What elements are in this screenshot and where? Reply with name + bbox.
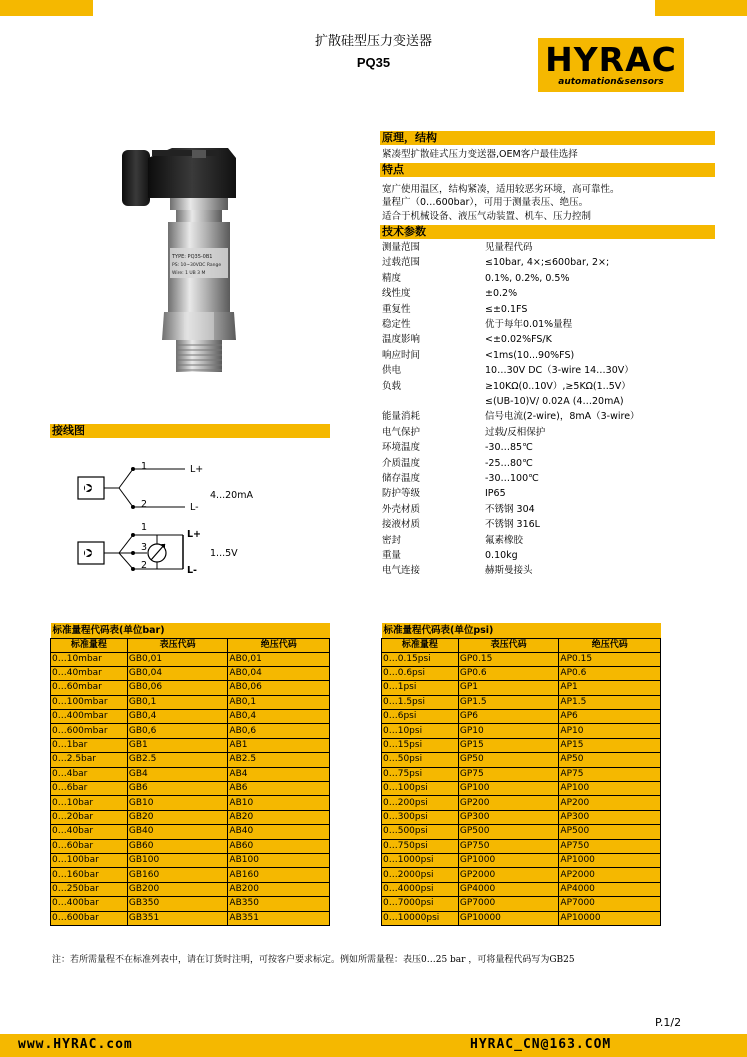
- range-cell: 0…200psi: [382, 796, 459, 810]
- spec-row: [382, 303, 717, 316]
- absolute-code-cell: AP200: [559, 796, 661, 810]
- spec-row: [382, 395, 717, 408]
- absolute-code-cell: AB100: [228, 853, 330, 867]
- spec-value: ≥10KΩ(0..10V）,≥5KΩ(1..5V）: [485, 380, 631, 392]
- range-cell: 0…2000psi: [382, 868, 459, 882]
- spec-row: [382, 472, 717, 485]
- absolute-code-cell: AB351: [228, 911, 330, 925]
- range-table-psi: [381, 623, 661, 926]
- absolute-code-cell: AP10000: [559, 911, 661, 925]
- spec-row: [382, 287, 717, 300]
- range-cell: 0…750psi: [382, 839, 459, 853]
- spec-key: 线性度: [382, 288, 411, 300]
- range-cell: 0…500psi: [382, 825, 459, 839]
- gauge-code-cell: GB20: [127, 810, 228, 824]
- range-cell: 0…60bar: [51, 839, 128, 853]
- spec-value: 信号电流(2-wire)，8mA（3-wire）: [485, 411, 640, 423]
- range-cell: 0…1000psi: [382, 853, 459, 867]
- table-row: [51, 897, 330, 911]
- gauge-code-cell: GP0.6: [458, 666, 559, 680]
- gauge-code-cell: GP200: [458, 796, 559, 810]
- table-row: [382, 897, 661, 911]
- range-cell: 0…50psi: [382, 753, 459, 767]
- table-bar-header-gauge: 表压代码: [127, 638, 228, 652]
- document-title: 扩散硅型压力变送器: [314, 34, 432, 49]
- spec-value: -25…80℃: [485, 457, 533, 469]
- range-cell: 0…10bar: [51, 796, 128, 810]
- spec-row: [382, 549, 717, 562]
- gauge-code-cell: GP500: [458, 825, 559, 839]
- gauge-code-cell: GB40: [127, 825, 228, 839]
- spec-row: [382, 318, 717, 331]
- table-row: [382, 724, 661, 738]
- principle-heading: 原理，结构: [380, 131, 715, 145]
- table-row: [382, 681, 661, 695]
- table-row: [382, 666, 661, 680]
- spec-row: [382, 426, 717, 439]
- spec-value: ≤10bar, 4×;≤600bar, 2×;: [485, 257, 610, 269]
- specs-heading: 技术参数: [380, 225, 715, 239]
- gauge-code-cell: GB160: [127, 868, 228, 882]
- table-row: [51, 911, 330, 925]
- absolute-code-cell: AP1.5: [559, 695, 661, 709]
- table-bar-header-absolute: 绝压代码: [228, 638, 330, 652]
- table-bar-caption: 标准量程代码表(单位bar): [51, 623, 330, 638]
- table-row: [382, 911, 661, 925]
- spec-key: 温度影响: [382, 334, 421, 346]
- absolute-code-cell: AP75: [559, 767, 661, 781]
- range-cell: 0…4000psi: [382, 882, 459, 896]
- range-cell: 0…0.15psi: [382, 652, 459, 666]
- photo-label-3: Wire: 1 UB 3 M: [172, 271, 206, 276]
- table-row: [51, 753, 330, 767]
- wire-lminus-label: L-: [187, 565, 197, 576]
- spec-value: 10…30V DC（3-wire 14…30V）: [485, 365, 634, 377]
- spec-key: 响应时间: [382, 349, 421, 361]
- table-row: [51, 652, 330, 666]
- absolute-code-cell: AP300: [559, 810, 661, 824]
- wire-number-1: 1: [141, 522, 148, 533]
- spec-key: 供电: [382, 365, 402, 377]
- top-right-accent-bar: [655, 0, 747, 16]
- spec-value: <±0.02%FS/K: [485, 334, 552, 346]
- spec-row: [382, 441, 717, 454]
- spec-key: 环境温度: [382, 442, 421, 454]
- absolute-code-cell: AB350: [228, 897, 330, 911]
- range-cell: 0…400bar: [51, 897, 128, 911]
- absolute-code-cell: AB0,06: [228, 681, 330, 695]
- hyrac-logo: [538, 38, 684, 92]
- spec-row: [382, 518, 717, 531]
- wire-number-2: 2: [141, 560, 148, 571]
- spec-value: 见量程代码: [485, 242, 533, 253]
- spec-value: 氟素橡胶: [485, 534, 524, 546]
- table-row: [382, 853, 661, 867]
- absolute-code-cell: AB160: [228, 868, 330, 882]
- spec-key: 能量消耗: [382, 411, 421, 423]
- spec-row: [382, 364, 717, 377]
- footnote: 注：若所需量程不在标准列表中，请在订货时注明，可按客户要求标定。例如所需量程：表压0…25 bar ，可将量程代码写为GB25: [52, 955, 575, 965]
- gauge-code-cell: GB351: [127, 911, 228, 925]
- spec-key: 储存温度: [382, 473, 421, 484]
- table-row: [51, 767, 330, 781]
- table-psi-caption: 标准量程代码表(单位psi): [382, 623, 661, 638]
- table-row: [382, 882, 661, 896]
- range-cell: 0…600bar: [51, 911, 128, 925]
- spec-key: 测量范围: [382, 242, 421, 253]
- table-row: [51, 796, 330, 810]
- page-number: P.1/2: [655, 1016, 682, 1029]
- spec-key: 电气连接: [382, 565, 421, 577]
- spec-row: [382, 503, 717, 516]
- absolute-code-cell: AB1: [228, 738, 330, 752]
- absolute-code-cell: AB4: [228, 767, 330, 781]
- range-cell: 0…6bar: [51, 782, 128, 796]
- spec-key: 稳定性: [382, 319, 411, 330]
- gauge-code-cell: GP6: [458, 710, 559, 724]
- table-row: [382, 868, 661, 882]
- gauge-code-cell: GP75: [458, 767, 559, 781]
- spec-key: 防护等级: [382, 488, 421, 500]
- spec-key: 介质温度: [382, 457, 421, 469]
- spec-row: [382, 256, 717, 269]
- logo-brand: HYRAC: [545, 40, 677, 79]
- logo-tagline: automation&sensors: [558, 77, 664, 87]
- spec-key: 过载范围: [382, 257, 421, 269]
- absolute-code-cell: AB2.5: [228, 753, 330, 767]
- absolute-code-cell: AB0,04: [228, 666, 330, 680]
- gauge-code-cell: GB0,1: [127, 695, 228, 709]
- absolute-code-cell: AB0,1: [228, 695, 330, 709]
- table-row: [51, 782, 330, 796]
- gauge-code-cell: GB1: [127, 738, 228, 752]
- range-table-bar: [50, 623, 330, 926]
- table-row: [382, 839, 661, 853]
- spec-value: ≤(UB-10)V/ 0.02A (4…20mA): [485, 396, 624, 407]
- absolute-code-cell: AP0.6: [559, 666, 661, 680]
- absolute-code-cell: AB6: [228, 782, 330, 796]
- top-left-accent-bar: [0, 0, 93, 16]
- spec-value: ±0.2%: [485, 288, 518, 300]
- range-cell: 0…40mbar: [51, 666, 128, 680]
- absolute-code-cell: AP50: [559, 753, 661, 767]
- spec-row: [382, 487, 717, 500]
- table-row: [51, 681, 330, 695]
- range-cell: 0…250bar: [51, 882, 128, 896]
- absolute-code-cell: AB60: [228, 839, 330, 853]
- absolute-code-cell: AB0,4: [228, 710, 330, 724]
- gauge-code-cell: GB0,04: [127, 666, 228, 680]
- spec-key: 精度: [382, 272, 402, 284]
- range-cell: 0…6psi: [382, 710, 459, 724]
- table-row: [51, 868, 330, 882]
- wiring-diagram-3wire: [75, 522, 275, 584]
- range-cell: 0…100mbar: [51, 695, 128, 709]
- absolute-code-cell: AP2000: [559, 868, 661, 882]
- gauge-code-cell: GP750: [458, 839, 559, 853]
- gauge-code-cell: GB60: [127, 839, 228, 853]
- footer-website-link[interactable]: www.HYRAC.com: [18, 1037, 133, 1052]
- gauge-code-cell: GP50: [458, 753, 559, 767]
- features-heading: 特点: [380, 163, 715, 177]
- table-row: [382, 738, 661, 752]
- spec-value: 优于每年0.01%量程: [485, 319, 573, 330]
- table-psi-header-gauge: 表压代码: [458, 638, 559, 652]
- gauge-code-cell: GP15: [458, 738, 559, 752]
- table-bar-header-range: 标准量程: [51, 638, 128, 652]
- gauge-code-cell: GB0,06: [127, 681, 228, 695]
- principle-text: 紧凑型扩散硅式压力变送器,OEM客户最佳选择: [382, 149, 578, 160]
- gauge-code-cell: GP100: [458, 782, 559, 796]
- absolute-code-cell: AP10: [559, 724, 661, 738]
- spec-row: [382, 349, 717, 362]
- spec-value: -30…85℃: [485, 442, 533, 454]
- wire-lminus-label: L-: [190, 502, 199, 513]
- photo-label-1: TYPE: PQ35-0B1: [172, 254, 213, 260]
- range-cell: 0…100bar: [51, 853, 128, 867]
- table-row: [51, 710, 330, 724]
- photo-label-2: PS: 10~30VDC Range: [172, 263, 222, 268]
- spec-value: 过载/反相保护: [485, 426, 546, 438]
- wire-lplus-label: L+: [187, 529, 202, 540]
- spec-value: 不锈钢 316L: [485, 519, 540, 531]
- spec-key: 电气保护: [382, 426, 421, 438]
- table-row: [382, 796, 661, 810]
- spec-value: IP65: [485, 488, 506, 500]
- wire-number-1: 1: [141, 461, 148, 472]
- wire-number-2: 2: [141, 499, 148, 510]
- spec-row: [382, 410, 717, 423]
- range-cell: 0…15psi: [382, 738, 459, 752]
- table-row: [382, 652, 661, 666]
- absolute-code-cell: AB0,6: [228, 724, 330, 738]
- spec-key: 接液材质: [382, 519, 421, 531]
- range-cell: 0…10000psi: [382, 911, 459, 925]
- transmitter-image: [110, 140, 270, 380]
- feature-line: 适合于机械设备、液压气动装置、机车、压力控制: [382, 211, 592, 222]
- spec-value: 不锈钢 304: [485, 503, 535, 515]
- gauge-code-cell: GP0.15: [458, 652, 559, 666]
- table-row: [382, 825, 661, 839]
- table-row: [51, 839, 330, 853]
- range-cell: 0…600mbar: [51, 724, 128, 738]
- range-cell: 0…40bar: [51, 825, 128, 839]
- absolute-code-cell: AP7000: [559, 897, 661, 911]
- product-photo: [110, 140, 270, 380]
- signal-4-20ma-label: 4...20mA: [210, 490, 253, 501]
- table-row: [382, 810, 661, 824]
- wiring-heading: 接线图: [50, 424, 330, 438]
- gauge-code-cell: GB200: [127, 882, 228, 896]
- gauge-code-cell: GB6: [127, 782, 228, 796]
- model-number: PQ35: [356, 55, 391, 70]
- absolute-code-cell: AP0.15: [559, 652, 661, 666]
- spec-value: 赫斯曼接头: [485, 565, 533, 577]
- gauge-code-cell: GP1: [458, 681, 559, 695]
- range-cell: 0…100psi: [382, 782, 459, 796]
- gauge-code-cell: GB100: [127, 853, 228, 867]
- range-cell: 0…2.5bar: [51, 753, 128, 767]
- table-row: [382, 767, 661, 781]
- range-cell: 0…7000psi: [382, 897, 459, 911]
- absolute-code-cell: AP1000: [559, 853, 661, 867]
- table-row: [382, 753, 661, 767]
- absolute-code-cell: AP100: [559, 782, 661, 796]
- spec-row: [382, 333, 717, 346]
- spec-row: [382, 241, 717, 254]
- gauge-code-cell: GB2.5: [127, 753, 228, 767]
- absolute-code-cell: AP6: [559, 710, 661, 724]
- wiring-diagram-2wire: [75, 455, 275, 525]
- gauge-code-cell: GP300: [458, 810, 559, 824]
- signal-1-5v-label: 1...5V: [210, 548, 238, 559]
- wire-number-3: 3: [141, 542, 148, 553]
- gauge-code-cell: GB10: [127, 796, 228, 810]
- gauge-code-cell: GB350: [127, 897, 228, 911]
- gauge-code-cell: GB0,6: [127, 724, 228, 738]
- table-row: [382, 710, 661, 724]
- spec-key: 重复性: [382, 303, 411, 315]
- spec-value: -30…100℃: [485, 473, 539, 484]
- absolute-code-cell: AB200: [228, 882, 330, 896]
- table-row: [51, 738, 330, 752]
- table-row: [382, 782, 661, 796]
- absolute-code-cell: AP500: [559, 825, 661, 839]
- table-row: [51, 853, 330, 867]
- table-row: [51, 695, 330, 709]
- range-cell: 0…0.6psi: [382, 666, 459, 680]
- range-cell: 0…1.5psi: [382, 695, 459, 709]
- spec-value: <1ms(10...90%FS): [485, 349, 575, 361]
- spec-row: [382, 272, 717, 285]
- table-psi-header-range: 标准量程: [382, 638, 459, 652]
- range-cell: 0…20bar: [51, 810, 128, 824]
- range-cell: 0…1bar: [51, 738, 128, 752]
- absolute-code-cell: AP1: [559, 681, 661, 695]
- range-cell: 0…75psi: [382, 767, 459, 781]
- absolute-code-cell: AB40: [228, 825, 330, 839]
- spec-row: [382, 380, 717, 393]
- gauge-code-cell: GB0,01: [127, 652, 228, 666]
- table-row: [51, 724, 330, 738]
- gauge-code-cell: GP1000: [458, 853, 559, 867]
- range-cell: 0…1psi: [382, 681, 459, 695]
- absolute-code-cell: AB20: [228, 810, 330, 824]
- spec-key: 密封: [382, 534, 402, 546]
- spec-row: [382, 457, 717, 470]
- table-row: [51, 810, 330, 824]
- table-row: [51, 825, 330, 839]
- range-cell: 0…300psi: [382, 810, 459, 824]
- range-cell: 0…60mbar: [51, 681, 128, 695]
- absolute-code-cell: AP4000: [559, 882, 661, 896]
- gauge-code-cell: GB4: [127, 767, 228, 781]
- spec-row: [382, 534, 717, 547]
- gauge-code-cell: GB0,4: [127, 710, 228, 724]
- gauge-code-cell: GP4000: [458, 882, 559, 896]
- range-cell: 0…10psi: [382, 724, 459, 738]
- range-cell: 0…10mbar: [51, 652, 128, 666]
- range-cell: 0…4bar: [51, 767, 128, 781]
- gauge-code-cell: GP1.5: [458, 695, 559, 709]
- spec-key: 重量: [382, 550, 402, 561]
- range-cell: 0…400mbar: [51, 710, 128, 724]
- spec-row: [382, 564, 717, 577]
- absolute-code-cell: AP15: [559, 738, 661, 752]
- spec-value: 0.10kg: [485, 550, 518, 561]
- spec-key: 负载: [382, 380, 402, 392]
- table-psi-header-absolute: 绝压代码: [559, 638, 661, 652]
- feature-line: 宽广使用温区，结构紧凑，适用较恶劣环境，高可靠性。: [382, 184, 620, 195]
- footer-email-link[interactable]: HYRAC_CN@163.COM: [470, 1037, 612, 1052]
- gauge-code-cell: GP10: [458, 724, 559, 738]
- feature-line: 量程广（0…600bar），可用于测量表压、绝压。: [382, 197, 589, 208]
- absolute-code-cell: AP750: [559, 839, 661, 853]
- gauge-code-cell: GP7000: [458, 897, 559, 911]
- wire-lplus-label: L+: [190, 464, 204, 475]
- absolute-code-cell: AB10: [228, 796, 330, 810]
- gauge-code-cell: GP10000: [458, 911, 559, 925]
- range-cell: 0…160bar: [51, 868, 128, 882]
- absolute-code-cell: AB0,01: [228, 652, 330, 666]
- table-row: [51, 882, 330, 896]
- table-row: [382, 695, 661, 709]
- spec-value: 0.1%, 0.2%, 0.5%: [485, 272, 570, 284]
- spec-key: 外壳材质: [382, 503, 421, 515]
- spec-value: ≤±0.1FS: [485, 303, 528, 315]
- table-row: [51, 666, 330, 680]
- gauge-code-cell: GP2000: [458, 868, 559, 882]
